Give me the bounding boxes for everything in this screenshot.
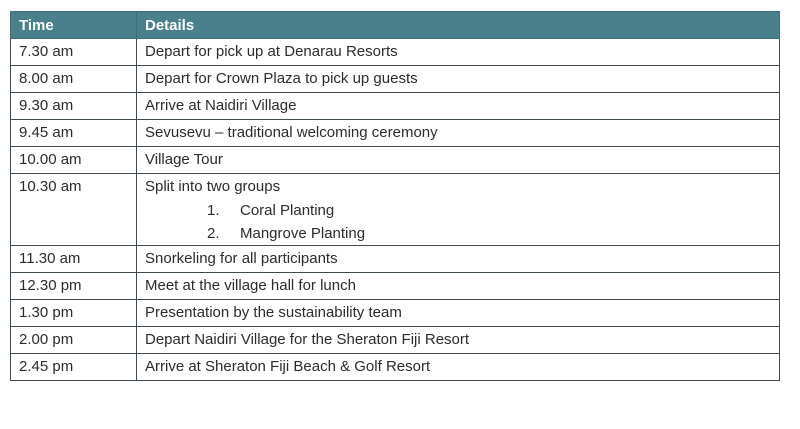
time-cell: 7.30 am bbox=[11, 39, 137, 66]
group-list bbox=[145, 199, 779, 245]
details-cell: Sevusevu – traditional welcoming ceremony bbox=[137, 120, 780, 147]
time-cell: 10.30 am bbox=[11, 174, 137, 246]
details-cell: Presentation by the sustainability team bbox=[137, 300, 780, 327]
table-row bbox=[11, 327, 780, 354]
details-cell bbox=[137, 174, 780, 246]
time-cell: 8.00 am bbox=[11, 66, 137, 93]
table-row bbox=[11, 246, 780, 273]
table-row bbox=[11, 354, 780, 381]
time-cell: 10.00 am bbox=[11, 147, 137, 174]
group-list-item bbox=[207, 222, 779, 245]
time-cell: 11.30 am bbox=[11, 246, 137, 273]
header-details: Details bbox=[137, 12, 780, 39]
header-time: Time bbox=[11, 12, 137, 39]
itinerary-table bbox=[10, 11, 780, 381]
table-body bbox=[11, 39, 780, 381]
time-cell: 9.45 am bbox=[11, 120, 137, 147]
time-cell: 2.00 pm bbox=[11, 327, 137, 354]
list-number: 1. bbox=[207, 202, 220, 219]
time-cell: 1.30 pm bbox=[11, 300, 137, 327]
details-cell: Depart for Crown Plaza to pick up guests bbox=[137, 66, 780, 93]
table-row bbox=[11, 39, 780, 66]
header-row bbox=[11, 12, 780, 39]
details-cell: Village Tour bbox=[137, 147, 780, 174]
time-cell: 9.30 am bbox=[11, 93, 137, 120]
table-row bbox=[11, 66, 780, 93]
table-row bbox=[11, 300, 780, 327]
details-cell: Depart Naidiri Village for the Sheraton Fiji Resort bbox=[137, 327, 780, 354]
list-item-text: Coral Planting bbox=[240, 202, 335, 219]
details-cell: Depart for pick up at Denarau Resorts bbox=[137, 39, 780, 66]
table-row bbox=[11, 147, 780, 174]
table-row bbox=[11, 120, 780, 147]
details-text: Split into two groups bbox=[145, 178, 281, 195]
table-row bbox=[11, 174, 780, 246]
table-row bbox=[11, 93, 780, 120]
details-cell: Snorkeling for all participants bbox=[137, 246, 780, 273]
details-cell: Meet at the village hall for lunch bbox=[137, 273, 780, 300]
details-cell: Arrive at Sheraton Fiji Beach & Golf Resort bbox=[137, 354, 780, 381]
time-cell: 2.45 pm bbox=[11, 354, 137, 381]
time-cell: 12.30 pm bbox=[11, 273, 137, 300]
group-list-item bbox=[207, 199, 779, 222]
details-cell: Arrive at Naidiri Village bbox=[137, 93, 780, 120]
list-number: 2. bbox=[207, 225, 220, 242]
table-header bbox=[11, 12, 780, 39]
list-item-text: Mangrove Planting bbox=[240, 225, 366, 242]
table-row bbox=[11, 273, 780, 300]
